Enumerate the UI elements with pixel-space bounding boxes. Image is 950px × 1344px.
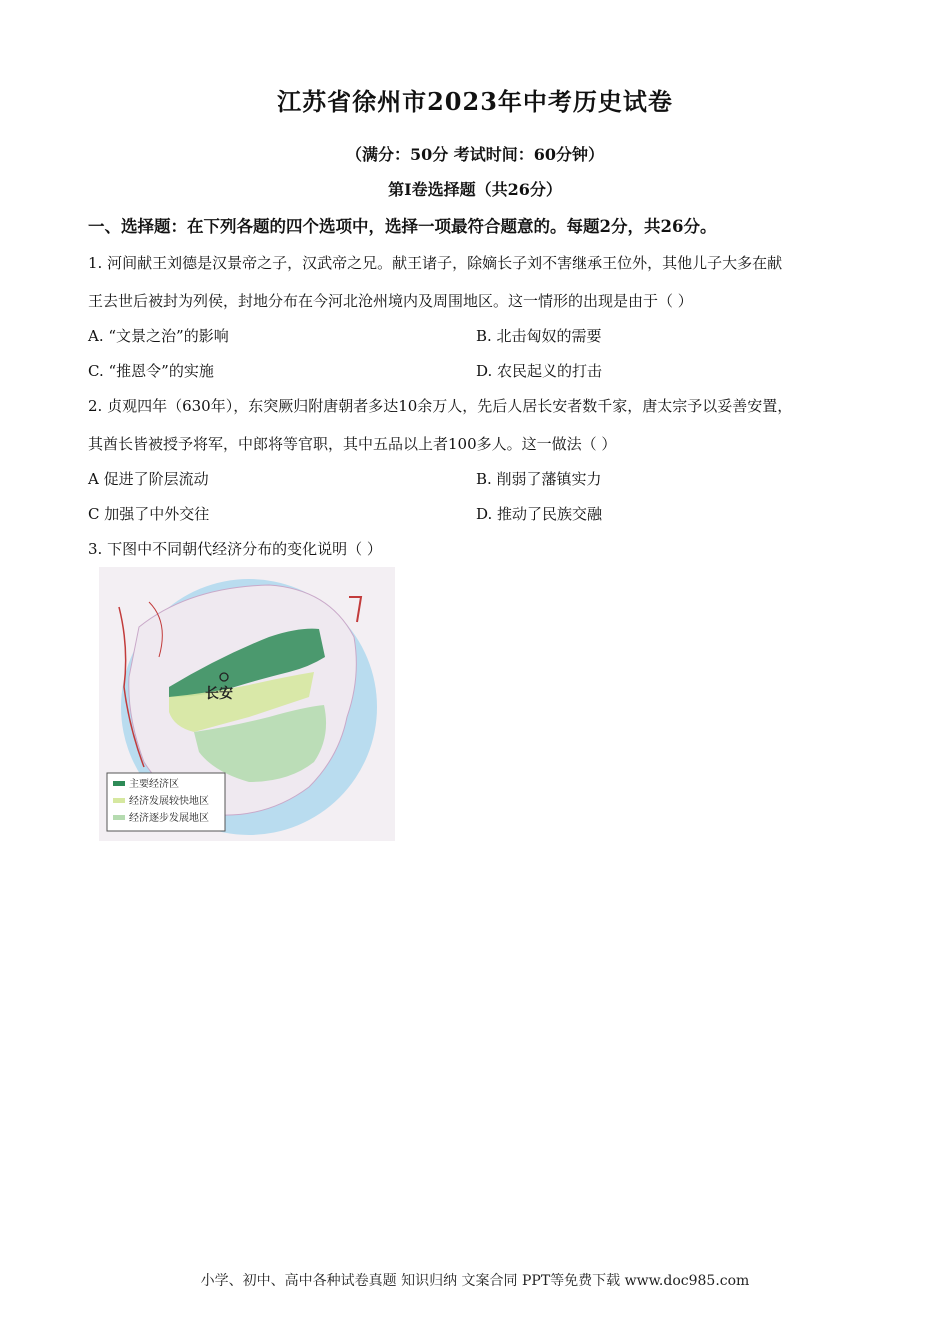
legend-swatch-gradual: [113, 815, 125, 820]
question-2-line-2: 其酋长皆被授予将军，中郎将等官职，其中五品以上者100多人。这一做法（ ）: [88, 435, 617, 453]
question-3-line-1: 3. 下图中不同朝代经济分布的变化说明（ ）: [88, 540, 382, 558]
changan-label: 长安: [205, 686, 233, 702]
economic-distribution-map: [99, 567, 395, 841]
question-1-line-2: 王去世后被封为列侯，封地分布在今河北沧州境内及周围地区。这一情形的出现是由于（ ）: [88, 292, 693, 310]
question-2-line-1: 2. 贞观四年（630年），东突厥归附唐朝者多达10余万人，先后人居长安者数千家，唐太宗予以妥善安置，: [88, 397, 793, 415]
question-2-option-b[interactable]: B. 削弱了藩镇实力: [476, 470, 602, 488]
legend-swatch-fast: [113, 798, 125, 803]
legend-main: 主要经济区: [129, 779, 179, 790]
question-1-option-c[interactable]: C. “推恩令”的实施: [88, 362, 214, 380]
page-footer: 小学、初中、高中各种试卷真题 知识归纳 文案合同 PPT等免费下载 www.doc985.com: [200, 1273, 750, 1289]
legend-gradual: 经济逐步发展地区: [129, 813, 209, 824]
question-1-option-a[interactable]: A. “文景之治”的影响: [88, 327, 229, 345]
question-1-line-1: 1. 河间献王刘德是汉景帝之子，汉武帝之兄。献王诸子，除嫡长子刘不害继承王位外，其他儿子大多在献: [88, 254, 783, 272]
question-1-option-d[interactable]: D. 农民起义的打击: [476, 362, 603, 380]
volume-heading: 第Ⅰ卷选择题（共26分）: [388, 180, 562, 199]
question-2-option-a[interactable]: A 促进了阶层流动: [88, 470, 209, 488]
question-2-option-d[interactable]: D. 推动了民族交融: [476, 505, 603, 523]
section-heading: 一、选择题：在下列各题的四个选项中，选择一项最符合题意的。每题2分，共26分。: [88, 217, 717, 236]
question-1-option-b[interactable]: B. 北击匈奴的需要: [476, 327, 602, 345]
legend-swatch-main: [113, 781, 125, 786]
legend-fast: 经济发展较快地区: [129, 796, 209, 807]
exam-title: 江苏省徐州市2023年中考历史试卷: [277, 87, 673, 116]
exam-info: （满分：50分 考试时间：60分钟）: [345, 145, 605, 164]
question-2-option-c[interactable]: C 加强了中外交往: [88, 505, 210, 523]
